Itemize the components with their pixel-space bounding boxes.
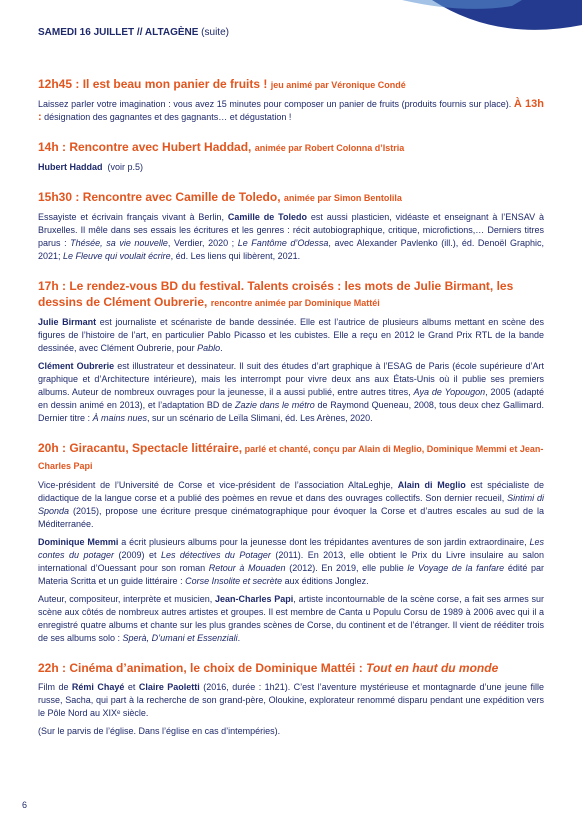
text: , sur un scénario de Leïla Slimani, éd. Les Arènes, 2020. [147, 413, 373, 423]
text: (2015), propose une écriture presque cinématographique pour évoquer la Corse et d’autres escales au sud de la Méditerranée. [38, 506, 544, 529]
book-title: Le Fantôme d’Odessa [237, 238, 329, 248]
event-description [38, 536, 544, 588]
text: édité par Materia Scritta et un guide littéraire : [38, 563, 544, 586]
text: est spécialiste de didactique de la langue corse et a publié des poèmes en revue et dans des ouvrages collectifs. Son dernier recueil, [38, 480, 544, 503]
text: et [124, 682, 139, 692]
author-name: Rémi Chayé [71, 682, 125, 692]
book-title: À mains nues [92, 413, 148, 423]
text: , avec Alexander Pavlenko (ill.), éd. Denoël Graphic, 2021; [38, 238, 544, 261]
film-title: Tout en haut du monde [366, 661, 499, 675]
event-title-text: 22h : Cinéma d’animation, le choix de Dominique Mattéi : [38, 661, 367, 675]
event-title [38, 278, 544, 311]
event-title [38, 189, 544, 206]
event-title-text: 17h : Le rendez-vous BD du festival. Talents croisés : les mots de Julie Birmant, les dessins de Clément Oubrerie, [38, 279, 514, 309]
event-title-text: 15h30 : Rencontre avec Camille de Toledo, [38, 190, 281, 204]
book-title: Les détectives du Potager [160, 550, 271, 560]
event-title-extra: parlé et chanté, [242, 444, 311, 454]
event-description [38, 211, 544, 263]
text: (2012). En 2019, elle publie [285, 563, 408, 573]
program-content [38, 76, 544, 753]
text: est aussi plasticien, vidéaste et enseignant à l’ENSAV à Bruxelles. Il mêle dans ses essais les écritures et les genres : récit autobiographique, critique, microfictions,… Derniers titres parus : [38, 212, 544, 248]
author-name: Dominique Memmi [38, 537, 119, 547]
text: est journaliste et scénariste de bande dessinée. Elle est l’autrice de plusieurs albums mettant en scène des figures de l’histoire de l’art, en particulier Pablo Picasso et les cubistes. Elle a reçu en 2012 le Grand Prix RTL de la bande dessinée, avec Clément Oubrerie, pour [38, 317, 545, 353]
book-title: Aya de Yopougon [413, 387, 486, 397]
header-sep: // [134, 27, 145, 38]
author-name: Clément Oubrerie [38, 361, 115, 371]
author-name: Jean-Charles Papi [214, 594, 294, 604]
text: Laissez parler votre imagination : vous avez 15 minutes pour composer un panier de fruits (produits fournis sur place). [38, 99, 514, 109]
event-description [38, 98, 544, 124]
book-title: Le Fleuve qui voulait écrire [63, 251, 171, 261]
author-name: Claire Paoletti [138, 682, 200, 692]
author-name: Hubert Haddad [38, 162, 103, 172]
event-subtitle: rencontre animée par Dominique Mattéi [210, 298, 380, 308]
event-note: (Sur le parvis de l’église. Dans l’église en cas d’intempéries). [38, 726, 281, 736]
page-reference: (voir p.5) [107, 162, 144, 172]
event-description [38, 593, 544, 645]
author-name: Julie Birmant [38, 317, 97, 327]
event-title [38, 440, 544, 474]
event-1700 [38, 278, 544, 425]
book-title: Sintimi di Sponda [38, 493, 544, 516]
event-title-text: 20h : Giracantu, Spectacle littéraire, [38, 441, 243, 455]
book-title: Sperà, D’umani et Essenziali [122, 633, 238, 643]
corner-decoration [402, 0, 582, 40]
book-title: le Voyage de la fanfare [407, 563, 505, 573]
event-description [38, 360, 544, 425]
event-title [38, 76, 544, 93]
text: , artiste incontournable de la scène corse, a fait ses armes sur scène aux côtés de nombreux autres artistes et groupes. Il est membre de Canta u Populu Corsu de 1989 à 2006 avec qui il a enregistré quatre albums et chante sur les plus grandes scènes de Corse, du continent et de l’étranger. Il vient de rééditer trois de ses albums solo : [38, 594, 544, 643]
book-title: Thésée, sa vie nouvelle [70, 238, 168, 248]
event-description [38, 479, 544, 531]
text: de Raymond Queneau, 2008, tous deux chez Gallimard. Dernier titre : [38, 400, 544, 423]
text: (2009) et [114, 550, 161, 560]
event-subtitle: jeu animé par Véronique Condé [270, 80, 406, 90]
header-place: ALTAGÈNE [144, 27, 199, 38]
event-title [38, 660, 544, 676]
page-header [38, 27, 229, 38]
text: Auteur, compositeur, interprète et musicien, [38, 594, 215, 604]
event-1245 [38, 76, 544, 124]
book-title: Pablo [197, 343, 221, 353]
book-title: Corse Insolite et secrète [185, 576, 283, 586]
event-2200 [38, 660, 544, 738]
text: , 2005 (adapté en dessin animé en 2013), et l’adaptation BD de [38, 387, 544, 410]
author-name: Alain di Meglio [397, 480, 466, 490]
header-suffix: (suite) [198, 27, 229, 38]
text: a écrit plusieurs albums pour la jeunesse dont les trépidantes aventures de son jardin extraordinaire, [118, 537, 530, 547]
header-day: SAMEDI 16 JUILLET [38, 27, 135, 38]
text: Film de [38, 682, 72, 692]
event-title-text: 14h : Rencontre avec Hubert Haddad, [38, 140, 252, 154]
text: , Verdier, 2020 ; [167, 238, 238, 248]
text: est illustrateur et dessinateur. Il suit des études d’art graphique à l’ESAG de Paris (école supérieure d’Art graphique et d’Architecture intérieure), mais les interrompt pour vivre deux ans aux États-Unis où il publie ses premiers albums. Auteur de nombreux ouvrages pour la jeunesse, il a aussi publié, entre autres titres, [38, 361, 544, 397]
event-title-text: 12h45 : Il est beau mon panier de fruits ! [38, 77, 268, 91]
text: Essayiste et écrivain français vivant à Berlin, [38, 212, 228, 222]
page-number: 6 [22, 800, 28, 810]
text: , éd. Les liens qui libèrent, 2021. [170, 251, 301, 261]
event-subtitle: animée par Robert Colonna d’Istria [254, 143, 405, 153]
book-title: Zazie dans le métro [234, 400, 315, 410]
book-title: Les contes du potager [38, 537, 544, 560]
event-2000 [38, 440, 544, 645]
event-description [38, 161, 544, 174]
event-description [38, 316, 544, 355]
text: (2011). En 2013, elle obtient le Prix du Livre insulaire au salon international d’Ouessant pour son roman [38, 550, 544, 573]
book-title: Retour à Mouaden [208, 563, 286, 573]
text: aux éditions Jonglez. [282, 576, 369, 586]
event-1400 [38, 139, 544, 174]
event-title [38, 139, 544, 156]
text: . [220, 343, 223, 353]
text: . [237, 633, 241, 643]
text: désignation des gagnantes et des gagnants… et dégustation ! [41, 112, 292, 122]
event-subtitle: conçu par Alain di Meglio, Dominique Memmi et Jean-Charles Papi [38, 444, 544, 471]
event-description [38, 681, 544, 720]
author-name: Camille de Toledo [227, 212, 307, 222]
time-highlight: À 13h : [38, 98, 544, 123]
text: Vice-président de l’Université de Corse et vice-président de l’association AltaLeghje, [38, 480, 398, 490]
event-1530 [38, 189, 544, 263]
event-subtitle: animée par Simon Bentolila [283, 193, 402, 203]
text: (2016, durée : 1h21). C’est l’aventure mystérieuse et montagnarde d’une jeune fille russe, Sacha, qui part à la recherche de son grand-père, Oloukine, explorateur renommé disparu pendant une expédition vers le Pôle Nord au XIXᵉ siècle. [38, 682, 544, 718]
